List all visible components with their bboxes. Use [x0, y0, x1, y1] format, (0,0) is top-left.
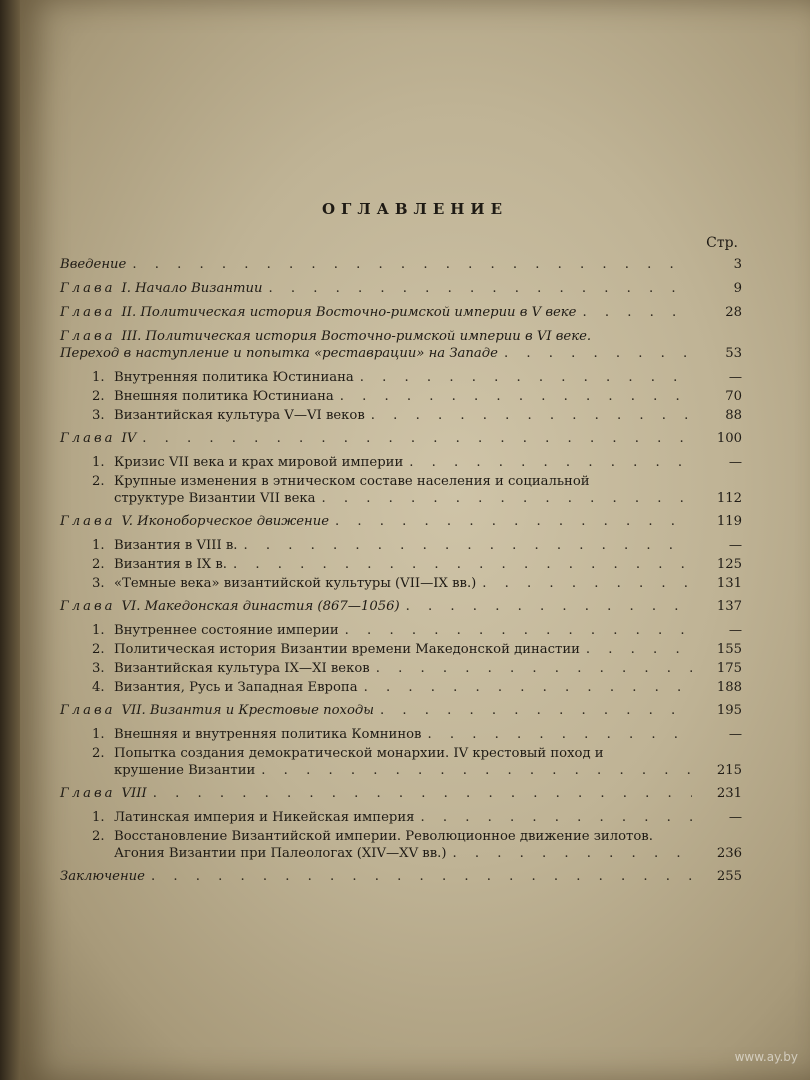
toc-text-continued: структуре Византии VII века: [114, 491, 316, 506]
toc-text-continued: крушение Византии: [114, 763, 256, 778]
dot-leader: [244, 537, 693, 554]
toc-number: 3.: [92, 661, 105, 676]
toc-text: Византия в IX в.: [114, 557, 227, 572]
toc-subsection: [60, 388, 742, 405]
toc-text: Византийская культура IX—XI веков: [114, 661, 370, 676]
toc-page: 9: [733, 281, 742, 296]
toc-page: 137: [716, 599, 742, 614]
dot-leader: [409, 454, 692, 471]
toc-text: «Темные века» византийской культуры (VII—IX вв.): [114, 576, 477, 591]
toc-chapter: [60, 256, 742, 273]
toc-subsection: [60, 641, 742, 658]
toc-page: 131: [716, 576, 742, 591]
toc-page: —: [728, 810, 742, 825]
toc-number: 2.: [92, 474, 105, 489]
toc-chapter: [60, 513, 742, 530]
toc-text: Крупные изменения в этническом составе населения и социальной: [114, 474, 590, 489]
dot-leader: [151, 868, 692, 885]
page-title: ОГЛАВЛЕНИЕ: [321, 200, 509, 218]
dot-leader: [364, 679, 692, 696]
toc-label: Глава: [60, 703, 116, 718]
toc-page: 3: [733, 257, 742, 272]
toc-number: 1.: [92, 810, 105, 825]
dot-leader: [142, 430, 692, 447]
toc-text: IV: [121, 431, 137, 446]
dot-leader: [583, 304, 693, 321]
toc-text: Внешняя политика Юстиниана: [114, 389, 334, 404]
toc-page: 53: [725, 346, 742, 361]
toc-page: —: [728, 538, 742, 553]
dot-leader: [406, 598, 692, 615]
toc-subsection: [60, 537, 742, 554]
toc-page: —: [728, 455, 742, 470]
toc-text: Введение: [60, 257, 127, 272]
toc-text: Заключение: [60, 869, 145, 884]
toc-page: 119: [716, 514, 742, 529]
dot-leader: [452, 845, 692, 862]
toc-subsection: [60, 828, 742, 862]
toc-text: VIII: [121, 786, 147, 801]
toc-page: 175: [716, 661, 742, 676]
dot-leader: [340, 388, 692, 405]
dot-leader: [345, 622, 692, 639]
toc-page: 70: [725, 389, 742, 404]
toc-page: —: [728, 370, 742, 385]
toc-chapter: [60, 598, 742, 615]
toc-page: 88: [725, 408, 742, 423]
toc-text: Византия, Русь и Западная Европа: [114, 680, 358, 695]
toc-page: 236: [716, 846, 742, 861]
toc-label: Глава: [60, 431, 116, 446]
toc-subsection: [60, 454, 742, 471]
toc-text: III. Политическая история Восточно-римской империи в VI веке.: [121, 329, 592, 344]
toc-page: 125: [716, 557, 742, 572]
toc-chapter: [60, 430, 742, 447]
toc-subsection: [60, 575, 742, 592]
toc-chapter: [60, 702, 742, 719]
toc-subsection: [60, 679, 742, 696]
toc-number: 2.: [92, 746, 105, 761]
toc-text: Внутренняя политика Юстиниана: [114, 370, 354, 385]
table-of-contents: [60, 256, 742, 892]
toc-page: 188: [716, 680, 742, 695]
toc-page: 231: [716, 786, 742, 801]
watermark: www.ay.by: [734, 1050, 798, 1064]
toc-text: II. Политическая история Восточно-римской империи в V веке: [121, 305, 577, 320]
dot-leader: [586, 641, 692, 658]
toc-number: 2.: [92, 829, 105, 844]
toc-subsection: [60, 745, 742, 779]
dot-leader: [376, 660, 692, 677]
toc-page: 215: [716, 763, 742, 778]
dot-leader: [335, 513, 692, 530]
toc-text: Восстановление Византийской империи. Революционное движение зилотов.: [114, 829, 653, 844]
toc-subsection: [60, 407, 742, 424]
toc-chapter: [60, 868, 742, 885]
toc-text: Кризис VII века и крах мировой империи: [114, 455, 404, 470]
toc-text: I. Начало Византии: [121, 281, 263, 296]
dot-leader: [233, 556, 692, 573]
toc-label: Глава: [60, 599, 116, 614]
toc-subsection: [60, 369, 742, 386]
toc-page: 28: [725, 305, 742, 320]
toc-number: 3.: [92, 576, 105, 591]
toc-chapter: [60, 280, 742, 297]
toc-label: Глава: [60, 305, 116, 320]
toc-number: 1.: [92, 623, 105, 638]
toc-number: 1.: [92, 455, 105, 470]
dot-leader: [504, 345, 692, 362]
dot-leader: [360, 369, 692, 386]
dot-leader: [380, 702, 692, 719]
book-spine: [0, 0, 20, 1080]
toc-text: Византия в VIII в.: [114, 538, 238, 553]
toc-text: V. Иконоборческое движение: [121, 514, 330, 529]
toc-page: —: [728, 727, 742, 742]
toc-number: 2.: [92, 557, 105, 572]
dot-leader: [269, 280, 693, 297]
toc-text-continued: Агония Византии при Палеологах (XIV—XV вв.): [114, 846, 447, 861]
toc-page: 155: [716, 642, 742, 657]
toc-subsection: [60, 556, 742, 573]
toc-subsection: [60, 809, 742, 826]
toc-page: 195: [716, 703, 742, 718]
toc-subsection: [60, 473, 742, 507]
toc-number: 2.: [92, 389, 105, 404]
dot-leader: [482, 575, 692, 592]
dot-leader: [261, 762, 692, 779]
toc-page: 255: [716, 869, 742, 884]
toc-text: Попытка создания демократической монархии. IV крестовый поход и: [114, 746, 604, 761]
toc-number: 3.: [92, 408, 105, 423]
book-page: [20, 0, 810, 1080]
dot-leader: [153, 785, 692, 802]
toc-text: Внешняя и внутренняя политика Комнинов: [114, 727, 422, 742]
toc-label: Глава: [60, 329, 116, 344]
dot-leader: [420, 809, 692, 826]
toc-number: 1.: [92, 370, 105, 385]
page-column-header: Стр.: [706, 235, 738, 251]
toc-label: Глава: [60, 786, 116, 801]
toc-number: 1.: [92, 538, 105, 553]
toc-subsection: [60, 726, 742, 743]
toc-text: VII. Византия и Крестовые походы: [121, 703, 374, 718]
toc-label: Глава: [60, 281, 116, 296]
toc-chapter: [60, 328, 742, 362]
toc-text: Византийская культура V—VI веков: [114, 408, 365, 423]
toc-text-continued: Переход в наступление и попытка «реставрации» на Западе: [60, 346, 498, 361]
toc-page: 112: [716, 491, 742, 506]
toc-chapter: [60, 304, 742, 321]
toc-page: —: [728, 623, 742, 638]
toc-text: Политическая история Византии времени Македонской династии: [114, 642, 580, 657]
toc-label: Глава: [60, 514, 116, 529]
toc-number: 2.: [92, 642, 105, 657]
toc-page: 100: [716, 431, 742, 446]
toc-text: Латинская империя и Никейская империя: [114, 810, 415, 825]
toc-subsection: [60, 660, 742, 677]
dot-leader: [371, 407, 692, 424]
toc-subsection: [60, 622, 742, 639]
toc-text: VI. Македонская династия (867—1056): [121, 599, 400, 614]
dot-leader: [132, 256, 692, 273]
toc-text: Внутреннее состояние империи: [114, 623, 339, 638]
toc-number: 1.: [92, 727, 105, 742]
toc-chapter: [60, 785, 742, 802]
dot-leader: [321, 490, 692, 507]
dot-leader: [428, 726, 693, 743]
toc-number: 4.: [92, 680, 105, 695]
